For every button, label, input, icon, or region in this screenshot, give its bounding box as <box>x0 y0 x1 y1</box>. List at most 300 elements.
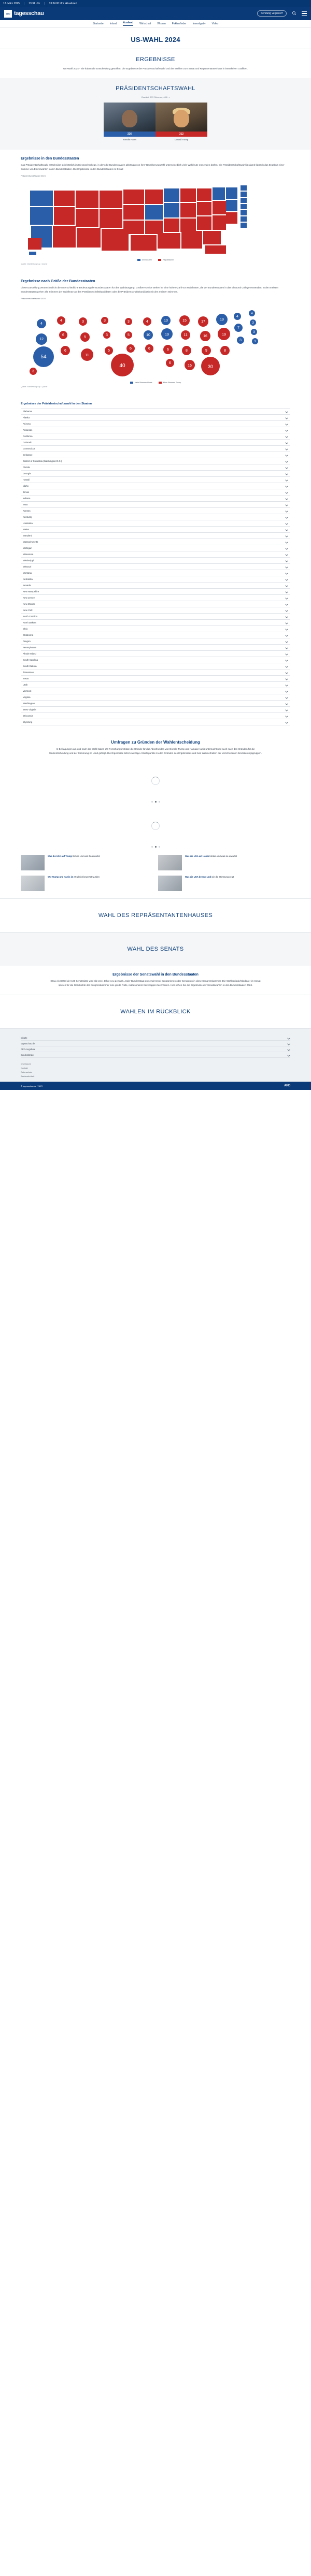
search-icon[interactable] <box>292 11 296 17</box>
chevron-down-icon-f3 <box>288 1054 290 1056</box>
chevron-down-icon <box>286 447 288 450</box>
teaser-lead-1: Was die USA auf Trump <box>48 855 72 858</box>
states-accordion-title: Ergebnisse der Präsidentschaftswahl in den Staaten <box>21 402 92 406</box>
nav-item-wirtschaft[interactable]: Wirtschaft <box>139 22 151 25</box>
state-accordion-item[interactable] <box>21 663 290 670</box>
chevron-down-icon <box>286 466 288 469</box>
state-accordion-label: Nevada <box>23 584 31 587</box>
state-accordion-item[interactable] <box>21 688 290 694</box>
ard-logo: ARD <box>284 1084 290 1088</box>
state-accordion-item[interactable] <box>21 433 290 440</box>
footer-link-datenschutz[interactable]: Datenschutz <box>21 1071 33 1074</box>
svg-text:4: 4 <box>146 319 148 324</box>
chevron-down-icon <box>286 478 288 481</box>
state-accordion-item[interactable] <box>21 471 290 477</box>
states-accordion <box>21 408 290 725</box>
state-accordion-item[interactable] <box>21 545 290 551</box>
state-accordion-label: New Jersey <box>23 596 35 600</box>
chevron-down-icon <box>286 553 288 556</box>
state-accordion-item[interactable] <box>21 502 290 508</box>
state-accordion-item[interactable] <box>21 508 290 514</box>
candidate-trump[interactable] <box>156 103 207 142</box>
svg-text:19: 19 <box>222 332 226 337</box>
state-accordion-item[interactable] <box>21 446 290 452</box>
state-accordion-label: North Carolina <box>23 615 38 618</box>
senate-title: WAHL DES SENATS <box>127 946 184 953</box>
size-results-body: Diese Darstellung veranschaulicht die unterschiedliche Bedeutung der Bundesstaaten für den Wahlausgang. Größere Kreise stehen für eine höhere Zahl von Wahlleuten, die der Bundesstaaten in das Electoral College entsenden. In den meisten Bundesstaaten gehen alle Stimmen der Wahlleute an den Präsidentschaftskandidaten oder die Präsidentschaftskandidatin mit den meisten Stimmen. <box>21 286 279 293</box>
chevron-down-icon <box>286 578 288 580</box>
svg-text:5: 5 <box>108 348 110 353</box>
size-results-heading: Ergebnisse nach Größe der Bundesstaaten <box>21 279 95 283</box>
legend-democrats: Demokraten <box>137 259 152 261</box>
us-bubble-map[interactable] <box>21 303 290 381</box>
teaser-body-3: Vergleich bewertet wurden <box>74 876 100 879</box>
bubble-map-legend <box>21 382 290 384</box>
teaser-text-3 <box>48 876 100 891</box>
menu-button[interactable] <box>302 11 307 16</box>
footer-item-inhalte[interactable] <box>21 1035 290 1041</box>
state-accordion-item[interactable] <box>21 645 290 651</box>
chevron-down-icon <box>286 485 288 487</box>
teaser-3[interactable] <box>21 876 153 891</box>
footer-label-2: ARD-Angebote <box>21 1047 36 1051</box>
state-accordion-item[interactable] <box>21 694 290 701</box>
svg-text:5: 5 <box>84 335 86 339</box>
state-results-section <box>0 150 311 272</box>
footer-link-barrierefreiheit[interactable]: Barrierefreiheit <box>21 1075 35 1078</box>
state-accordion-item[interactable] <box>21 570 290 576</box>
chevron-down-icon <box>286 491 288 493</box>
brand-name: tagesschau <box>14 10 44 17</box>
state-accordion-item[interactable] <box>21 514 290 520</box>
state-accordion-label: California <box>23 435 33 438</box>
state-accordion-label: New Hampshire <box>23 590 39 593</box>
state-accordion-item[interactable] <box>21 576 290 583</box>
results-intro-section <box>0 49 311 78</box>
state-accordion-item[interactable] <box>21 670 290 676</box>
page-title: US-WAHL 2024 <box>131 36 180 43</box>
state-accordion-item[interactable] <box>21 626 290 632</box>
svg-text:10: 10 <box>164 318 168 323</box>
chevron-down-icon <box>286 621 288 624</box>
teaser-thumb-3 <box>21 876 45 891</box>
teaser-thumb-4 <box>158 876 182 891</box>
state-accordion-item[interactable] <box>21 638 290 645</box>
chevron-down-icon-f1 <box>288 1042 290 1045</box>
state-accordion-label: Wyoming <box>23 721 33 724</box>
state-accordion-label: Michigan <box>23 547 32 550</box>
state-accordion-item[interactable] <box>21 533 290 539</box>
bubble-map-title: Präsidentschaftswahl 2024 <box>21 297 46 300</box>
svg-text:3: 3 <box>254 340 256 343</box>
house-title: WAHL DES REPRÄSENTANTENHAUSES <box>98 912 213 919</box>
state-accordion-item[interactable] <box>21 701 290 707</box>
survey-body: In Befragungen am und nach der Wahl haben US-Forschungsinstitute die Gründe für das Abschneiden von Donald Trump und Kamala Harris untersucht und auch nach den Gründen für die Wahlentscheidung und der Stimmung im Land gefragt. Die Ergebnisse liefern wichtige Anhaltspunkte zu den Gründen des Ergebnisses und zum Wahlverhalten der verschiedenen Bevölkerungsgruppen. <box>49 748 262 755</box>
svg-text:6: 6 <box>64 348 66 353</box>
state-accordion-item[interactable] <box>21 558 290 564</box>
senate-states-heading: Ergebnisse der Senatswahl in den Bundesstaaten <box>112 973 199 977</box>
topbar-separator: | <box>23 2 25 5</box>
teaser-body-1: blicken und was ihn erwartet <box>73 855 100 858</box>
teaser-1[interactable] <box>21 855 153 870</box>
svg-text:8: 8 <box>186 348 188 353</box>
chevron-down-icon <box>286 702 288 705</box>
teaser-2[interactable] <box>158 855 290 870</box>
state-map-legend <box>21 259 290 261</box>
state-accordion-label: Georgia <box>23 472 31 475</box>
state-accordion-label: Minnesota <box>23 553 34 556</box>
carousel-dots-1[interactable] <box>0 799 311 808</box>
legend-republicans: Republikaner <box>158 259 174 261</box>
loading-spinner-icon-2 <box>151 822 160 830</box>
chevron-down-icon-f0 <box>288 1037 290 1039</box>
chevron-down-icon <box>286 565 288 568</box>
trump-electors: 312 <box>156 132 207 137</box>
svg-text:5: 5 <box>128 333 130 337</box>
survey-chart-loader-2 <box>0 808 311 844</box>
state-accordion-label: South Dakota <box>23 665 37 668</box>
chevron-down-icon <box>286 416 288 419</box>
state-accordion-label: Kansas <box>23 510 31 513</box>
state-results-body: Das Präsidentschaftswahl entscheidet sich letztlich im Electoral College, in dem die Bundesstaaten abhängig von ihrer Bevölkerungszahl unterschiedlich viele Wahlleute entsenden dürfen. Die Präsidentschaftswahl ist damit faktisch das Ergebnis einer Summe von Einzelwahlen in den Bundesstaaten. Die Ergebnisse in den Bundesstaaten im Detail: <box>21 163 285 170</box>
state-accordion-label: Iowa <box>23 503 28 506</box>
footer-copyright: © tagesschau.de / NDR <box>21 1084 43 1087</box>
svg-text:4: 4 <box>251 312 253 315</box>
chevron-down-icon <box>286 510 288 512</box>
chevron-down-icon <box>286 696 288 698</box>
chevron-down-icon <box>286 677 288 680</box>
state-accordion-item[interactable] <box>21 719 290 725</box>
state-accordion-label: Vermont <box>23 690 32 693</box>
chevron-down-icon <box>286 683 288 686</box>
topbar-updated: 13:34:00 Uhr aktualisiert <box>49 2 77 5</box>
presidential-subtitle: Gewählt: 270 Stimmen, 485+ v <box>141 95 170 98</box>
state-accordion-label: Pennsylvania <box>23 646 37 649</box>
chevron-down-icon <box>286 640 288 643</box>
state-results-map[interactable] <box>21 180 290 258</box>
state-accordion-label: District of Columbia (Washington D.C.) <box>23 460 62 463</box>
header-actions <box>257 10 307 17</box>
svg-text:30: 30 <box>207 363 214 369</box>
chevron-down-icon <box>286 534 288 537</box>
chevron-down-icon <box>286 690 288 692</box>
state-accordion-label: Delaware <box>23 454 33 457</box>
trump-name: Donald Trump <box>174 138 189 141</box>
topbar-separator-2: | <box>44 2 45 5</box>
teaser-text-4 <box>185 876 234 891</box>
svg-text:6: 6 <box>167 347 169 352</box>
state-accordion-item[interactable] <box>21 707 290 713</box>
chevron-down-icon <box>286 435 288 438</box>
state-accordion-label: West Virginia <box>23 708 36 711</box>
teaser-lead-2: Was die USA auf Harris <box>185 855 209 858</box>
state-accordion-label: Washington <box>23 702 35 705</box>
state-accordion-label: Massachusetts <box>23 541 38 544</box>
svg-text:11: 11 <box>85 353 89 357</box>
state-accordion-label: Oklahoma <box>23 634 34 637</box>
chevron-down-icon <box>286 410 288 413</box>
teaser-body-2: blicken und was sie erwartet <box>209 855 237 858</box>
chevron-down-icon <box>286 559 288 562</box>
state-accordion-label: Oregon <box>23 640 31 643</box>
harris-name: Kamala Harris <box>122 138 137 141</box>
topbar <box>0 0 311 7</box>
chevron-down-icon <box>286 472 288 475</box>
teaser-grid <box>0 853 311 898</box>
footer-link-kontakt[interactable]: Kontakt <box>21 1067 28 1070</box>
site-header <box>0 7 311 20</box>
site-footer <box>0 1028 311 1082</box>
state-accordion-label: Arizona <box>23 423 31 426</box>
svg-text:6: 6 <box>62 333 64 337</box>
chevron-down-icon <box>286 596 288 599</box>
footer-item-tagesschau[interactable] <box>21 1041 290 1046</box>
state-accordion-label: Maryland <box>23 534 33 537</box>
svg-text:3: 3 <box>32 369 34 373</box>
state-accordion-label: Maine <box>23 528 29 531</box>
state-accordion-label: South Carolina <box>23 659 38 662</box>
senate-section-banner <box>0 932 311 966</box>
chevron-down-icon <box>286 634 288 636</box>
chevron-down-icon <box>286 615 288 618</box>
nav-item-investigativ[interactable]: Investigativ <box>192 22 206 25</box>
legend-more-harris: Mehr Stimmen Harris <box>130 382 152 384</box>
states-accordion-section <box>0 395 311 733</box>
chevron-down-icon <box>286 628 288 630</box>
carousel-dot-4[interactable] <box>151 846 153 848</box>
chevron-down-icon <box>286 665 288 667</box>
chevron-down-icon <box>286 659 288 661</box>
nav-item-startseite[interactable]: Startseite <box>92 22 104 25</box>
carousel-dots-2[interactable] <box>0 844 311 853</box>
nav-item-wissen[interactable]: Wissen <box>157 22 166 25</box>
size-results-map[interactable] <box>21 303 290 381</box>
state-accordion-label: New York <box>23 609 33 612</box>
carousel-dot-3[interactable] <box>159 801 160 803</box>
state-accordion-label: Virginia <box>23 696 31 699</box>
state-accordion-label: Louisiana <box>23 522 33 525</box>
svg-text:17: 17 <box>201 319 205 324</box>
nav-item-faktenfinder[interactable]: Faktenfinder <box>172 22 187 25</box>
state-accordion-item[interactable] <box>21 551 290 558</box>
state-accordion-label: Idaho <box>23 485 29 488</box>
state-accordion-label: Hawaii <box>23 478 30 482</box>
teaser-thumb-1 <box>21 855 45 870</box>
page-title-block <box>0 27 311 49</box>
state-accordion-item[interactable] <box>21 464 290 471</box>
svg-text:40: 40 <box>119 362 125 369</box>
state-accordion-item[interactable] <box>21 601 290 607</box>
chevron-down-icon <box>286 603 288 605</box>
us-choropleth-map[interactable] <box>21 180 290 258</box>
candidate-harris[interactable] <box>104 103 156 142</box>
harris-electors: 226 <box>104 132 156 137</box>
state-accordion-label: Texas <box>23 677 29 680</box>
svg-text:4: 4 <box>40 322 43 326</box>
svg-text:3: 3 <box>252 321 254 325</box>
legend-more-trump: Mehr Stimmen Trump <box>159 382 181 384</box>
state-accordion-item[interactable] <box>21 589 290 595</box>
state-accordion-item[interactable] <box>21 682 290 688</box>
missed-broadcast-button[interactable]: Sendung verpasst? <box>257 10 287 17</box>
footer-item-ard[interactable] <box>21 1046 290 1052</box>
chevron-down-icon <box>286 708 288 711</box>
retrospective-title: WAHLEN IM RÜCKBLICK <box>120 1009 191 1015</box>
state-accordion-item[interactable] <box>21 651 290 657</box>
svg-text:6: 6 <box>148 346 150 351</box>
svg-text:3: 3 <box>239 338 242 342</box>
state-map-title: Präsidentschaftswahl 2024 <box>21 174 46 177</box>
state-accordion-label: Tennessee <box>23 671 34 674</box>
state-accordion-item[interactable] <box>21 427 290 433</box>
svg-text:19: 19 <box>165 332 169 337</box>
presidential-section <box>0 78 311 150</box>
svg-text:11: 11 <box>183 333 188 337</box>
chevron-down-icon <box>286 460 288 462</box>
chevron-down-icon <box>286 547 288 549</box>
size-results-section <box>0 272 311 395</box>
state-accordion-label: New Mexico <box>23 603 35 606</box>
svg-text:54: 54 <box>40 354 47 360</box>
carousel-dot-2[interactable] <box>155 801 157 803</box>
teaser-lead-4: Was die USA bewegt und <box>185 876 211 879</box>
svg-text:3: 3 <box>104 318 106 323</box>
state-accordion-item[interactable] <box>21 583 290 589</box>
svg-text:9: 9 <box>205 348 207 353</box>
teaser-text-1 <box>48 855 100 870</box>
footer-item-bundeslaender[interactable] <box>21 1052 290 1058</box>
chevron-down-icon <box>286 715 288 717</box>
state-accordion-label: Wisconsin <box>23 715 34 718</box>
chevron-down-icon <box>286 541 288 543</box>
senate-states-body: Etwa ein Drittel der 100 Senatssitze wird alle zwei Jahre neu gewählt. Jeder Bundesstaat entsendet zwei Senatorinnen oder Senatoren in diese Kongresskammer. Die Wahlperiode/Sitzdauer im Senat spielen für die Geschichte der Kongresskammer eine große Rolle, insbesondere bei knappen Mehrheiten. Hier sehen Sie die Ergebnisse der Senatswahlen in den Bundesstaaten 2024. <box>50 980 261 987</box>
state-accordion-label: Mississippi <box>23 559 34 562</box>
chevron-down-icon <box>286 584 288 587</box>
ard-mark-label: ARD <box>6 12 10 15</box>
state-accordion-item[interactable] <box>21 440 290 446</box>
chevron-down-icon <box>286 503 288 506</box>
state-accordion-item[interactable] <box>21 483 290 489</box>
teaser-4[interactable] <box>158 876 290 891</box>
chevron-down-icon <box>286 609 288 612</box>
state-accordion-label: Montana <box>23 572 32 575</box>
house-section-banner <box>0 898 311 932</box>
state-accordion-label: Ohio <box>23 628 28 631</box>
state-accordion-item[interactable] <box>21 489 290 496</box>
state-accordion-item[interactable] <box>21 421 290 427</box>
state-accordion-item[interactable] <box>21 595 290 601</box>
state-accordion-item[interactable] <box>21 676 290 682</box>
svg-text:3: 3 <box>128 319 130 324</box>
presidential-heading: PRÄSIDENTSCHAFTSWAHL <box>116 85 195 92</box>
state-accordion-item[interactable] <box>21 452 290 458</box>
harris-photo <box>104 103 156 132</box>
state-accordion-item[interactable] <box>21 564 290 570</box>
svg-text:12: 12 <box>39 337 44 341</box>
state-accordion-item[interactable] <box>21 409 290 415</box>
svg-text:16: 16 <box>203 334 207 338</box>
state-accordion-item[interactable] <box>21 620 290 626</box>
teaser-thumb-2 <box>158 855 182 870</box>
svg-text:19: 19 <box>220 317 224 322</box>
svg-text:15: 15 <box>182 318 187 323</box>
svg-text:4: 4 <box>236 314 238 318</box>
page-root <box>0 0 311 1090</box>
topbar-time: 13:34 Uhr <box>29 2 40 5</box>
results-lead: US-Wahl 2024 - Sie haben die Entscheidung getroffen: Die Ergebnisse der Präsidentschaftswahl und der Wahlen zum Senat und Repräsentantenhaus in interaktiven Grafiken. <box>63 67 248 70</box>
state-accordion-label: Rhode Island <box>23 652 36 656</box>
state-accordion-item[interactable] <box>21 657 290 663</box>
svg-text:6: 6 <box>130 346 132 351</box>
state-accordion-item[interactable] <box>21 607 290 614</box>
state-accordion-label: Connecticut <box>23 447 35 450</box>
state-accordion-item[interactable] <box>21 632 290 638</box>
svg-text:6: 6 <box>169 361 171 365</box>
svg-text:7: 7 <box>237 326 239 330</box>
senate-states-section <box>0 966 311 995</box>
bubble-map-caption: Quelle: Wahlleitung / ap / Quelle <box>21 386 48 388</box>
state-accordion-label: Indiana <box>23 497 31 500</box>
topbar-date: 13. März 2025 <box>3 2 20 5</box>
carousel-dot-6[interactable] <box>159 846 160 848</box>
candidate-row <box>21 103 290 142</box>
survey-section <box>0 733 311 763</box>
state-accordion-item[interactable] <box>21 614 290 620</box>
state-accordion-item[interactable] <box>21 713 290 719</box>
state-accordion-item[interactable] <box>21 415 290 421</box>
state-accordion-label: Alaska <box>23 416 30 419</box>
state-accordion-label: Arkansas <box>23 429 33 432</box>
svg-text:16: 16 <box>188 363 192 368</box>
state-accordion-item[interactable] <box>21 527 290 533</box>
chevron-down-icon <box>286 522 288 525</box>
brand-logo[interactable] <box>4 10 44 18</box>
footer-links <box>21 1058 290 1079</box>
footer-label-3: Bundesländer <box>21 1053 34 1056</box>
nav-item-ausland[interactable]: Ausland <box>123 21 133 26</box>
state-accordion-item[interactable] <box>21 496 290 502</box>
chevron-down-icon <box>286 572 288 574</box>
ard-mark-icon <box>4 10 12 18</box>
state-accordion-item[interactable] <box>21 458 290 464</box>
chevron-down-icon-f2 <box>288 1048 290 1051</box>
state-accordion-label: Florida <box>23 466 30 469</box>
loading-spinner-icon <box>151 777 160 785</box>
state-results-heading: Ergebnisse in den Bundesstaaten <box>21 156 79 161</box>
main-nav <box>0 20 311 27</box>
nav-item-video[interactable]: Video <box>211 22 219 25</box>
state-accordion-label: Kentucky <box>23 516 33 519</box>
chevron-down-icon <box>286 721 288 723</box>
state-accordion-item[interactable] <box>21 520 290 527</box>
chevron-down-icon <box>286 671 288 674</box>
state-map-caption: Quelle: Wahlleitung / ap / Quelle <box>21 263 48 265</box>
state-accordion-item[interactable] <box>21 477 290 483</box>
teaser-lead-3: Wie Trump und Harris im <box>48 876 74 879</box>
survey-heading: Umfragen zu Gründen der Wahlentscheidung <box>111 740 200 745</box>
nav-item-inland[interactable]: Inland <box>109 22 117 25</box>
svg-text:3: 3 <box>253 330 255 334</box>
state-accordion-label: Nebraska <box>23 578 33 581</box>
state-accordion-label: Illinois <box>23 491 30 494</box>
carousel-dot-1[interactable] <box>151 801 153 803</box>
state-accordion-item[interactable] <box>21 539 290 545</box>
svg-text:3: 3 <box>106 333 108 337</box>
carousel-dot-5[interactable] <box>155 846 157 848</box>
chevron-down-icon <box>286 454 288 456</box>
footer-link-impressum[interactable]: Impressum <box>21 1063 31 1066</box>
survey-chart-loader-1 <box>0 763 311 799</box>
